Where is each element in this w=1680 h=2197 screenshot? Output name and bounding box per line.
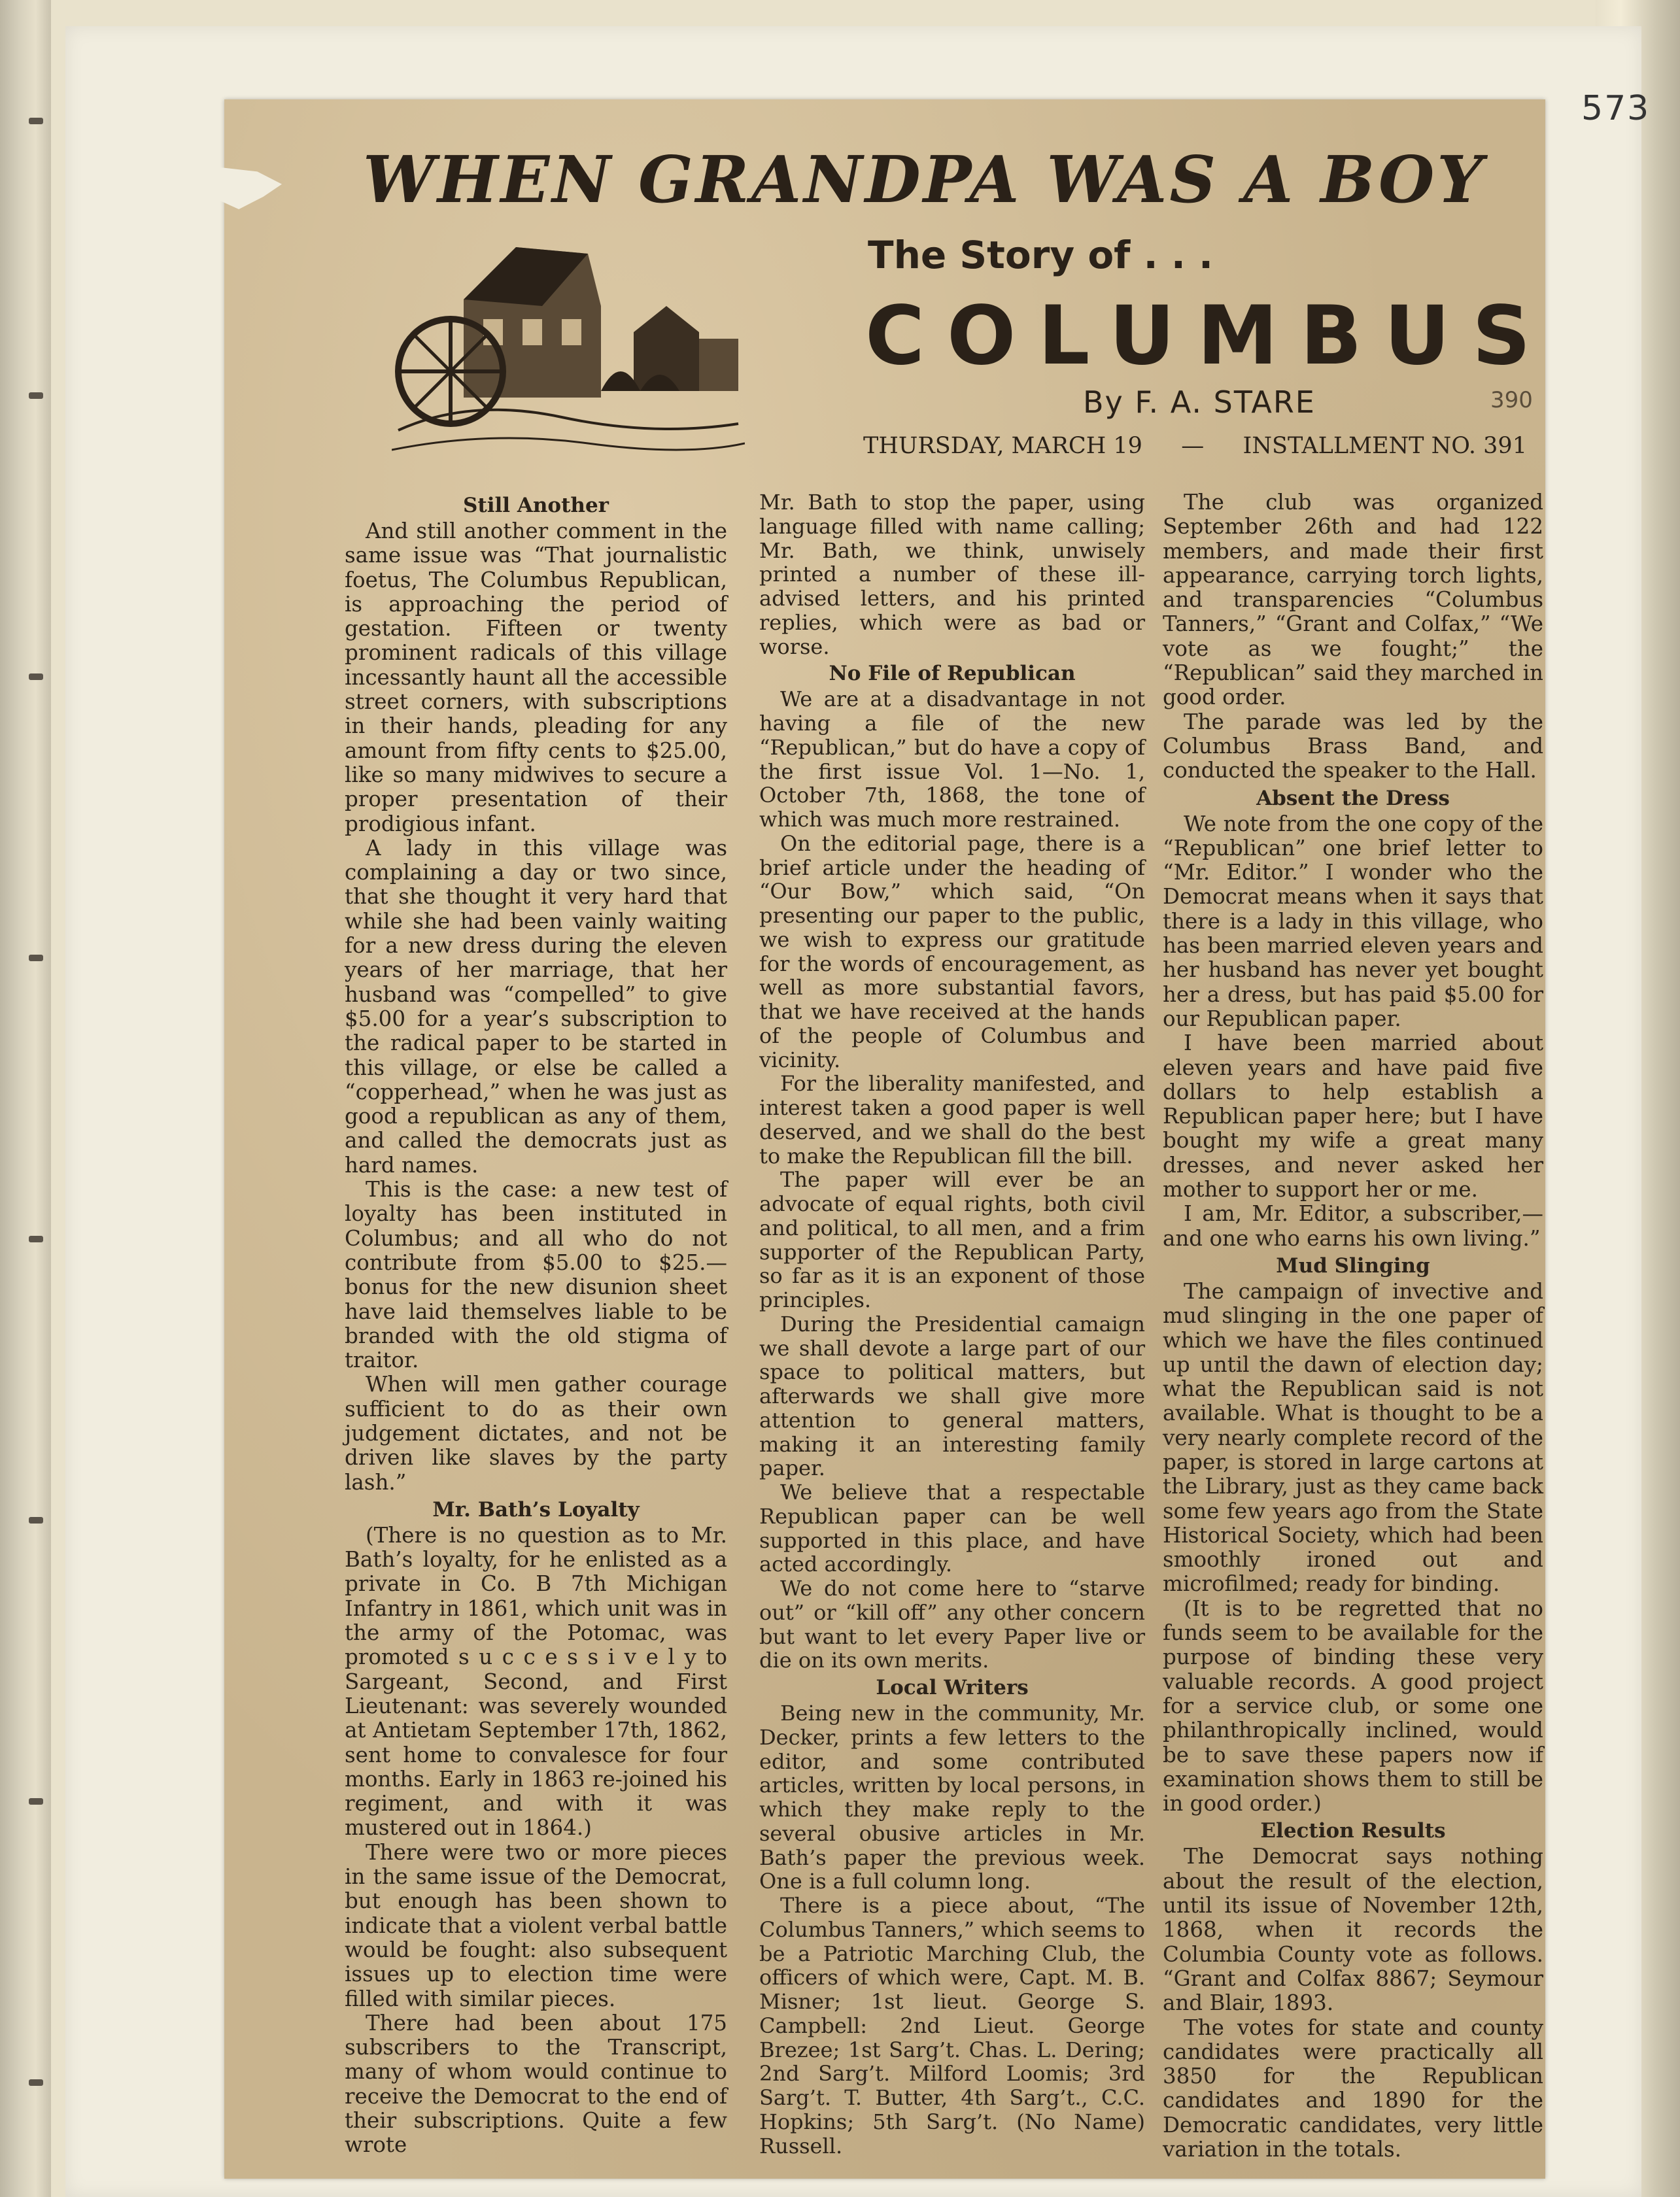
dateline-dash: —	[1181, 433, 1205, 459]
article-paragraph: We do not come here to “starve out” or “kill off” any other concern but want to let every Paper live or die on its own merits.	[759, 1576, 1145, 1673]
article-paragraph: There is a piece about, “The Columbus Tanners,” which seems to be a Patriotic Marching Club, the officers of which were, Capt. M. B. Misner; 1st lieut. George S. Campbell: 2nd Lieut. George Brezee; 1st Sarg’t. Chas. L. Dering; 2nd Sarg’t. Milford Loomis; 3rd Sarg’t. T. Butter, 4th Sarg’t., C.C. Hopkins; 5th Sarg’t. (No Name) Russell.	[759, 1893, 1145, 2158]
section-heading: No File of Republican	[829, 662, 1076, 686]
article-paragraph: We are at a disadvantage in not having a file of the new “Republican,” but do have a copy of the first issue Vol. 1—No. 1, October 7th, 1868, the tone of which was much more restrained.	[759, 687, 1145, 832]
article-paragraph: We note from the one copy of the “Republican” one brief letter to “Mr. Editor.” I wonder who the Democrat means when it says that there is a lady in this village, who has been married eleven years and her husband has never yet bought her a dress, but has paid $5.00 for our Republican paper.	[1163, 811, 1543, 1031]
masthead-title: WHEN GRANDPA WAS A BOY	[363, 143, 1486, 218]
article-paragraph: The paper will ever be an advocate of equal rights, both civil and political, to all men, and a frim supporter of the Republican Party, so far as it is an exponent of those principles.	[759, 1167, 1145, 1312]
article-column-3	[1163, 490, 1543, 2162]
article-column-1	[345, 490, 727, 2158]
article-paragraph: For the liberality manifested, and interest taken a good paper is well deserved, and we shall do the best to make the Republican fill the bill.	[759, 1071, 1145, 1168]
article-column-2	[759, 490, 1145, 2158]
article-paragraph: A lady in this village was complaining a day or two since, that she thought it very hard that while she had been vainly waiting for a new dress during the eleven years of her marriage, that her husband was “compelled” to give $5.00 for a year’s subscription to the radical paper to be started in this village, or else be called a “copperhead,” when he was just as good a republican as any of them, and called the democrats just as hard names.	[345, 835, 727, 1178]
author-byline: By F. A. STARE	[1083, 384, 1316, 420]
section-heading: Absent the Dress	[1256, 786, 1450, 810]
article-paragraph: The votes for state and county candidates were practically all 3850 for the Republican candidates and 1890 for the Democratic candidates, very little variation in the totals.	[1163, 2015, 1543, 2162]
publication-date: THURSDAY, MARCH 19	[863, 433, 1142, 459]
section-heading: Local Writers	[876, 1676, 1029, 1699]
section-heading: Election Results	[1260, 1819, 1446, 1843]
article-paragraph: The campaign of invective and mud slinging in the one paper of which we have the files continued up until the dawn of election day; what the Republican said is not available. What is thought to be a very nearly complete record of the paper, is stored in large cartons at the Library, just as they came back some few years ago from the State Historical Society, which had been smoothly ironed out and microfilmed; ready for binding.	[1163, 1278, 1543, 1597]
handwritten-note: 390	[1490, 387, 1533, 413]
article-paragraph: I have been married about eleven years and have paid five dollars to help establish a Republican paper here; but I have bought my wife a great many dresses, and never asked her mother to support her or me.	[1163, 1030, 1543, 1202]
article-paragraph: We believe that a respectable Republican paper can be well supported in this place, and have acted accordingly.	[759, 1480, 1145, 1577]
article-paragraph: Mr. Bath to stop the paper, using language filled with name calling; Mr. Bath, we think, unwisely printed a number of these ill-advised letters, and his printed replies, which were as bad or worse.	[759, 490, 1145, 659]
page-number: 573	[1581, 89, 1651, 128]
article-paragraph: This is the case: a new test of loyalty has been instituted in Columbus; and all who do not contribute from $5.00 to $25.—bonus for the new disunion sheet have laid themselves liable to be branded with the old stigma of traitor.	[345, 1177, 727, 1373]
article-paragraph: I am, Mr. Editor, a subscriber,— and one who earns his own living.”	[1163, 1201, 1543, 1251]
article-paragraph: There had been about 175 subscribers to the Transcript, many of whom would continue to receive the Democrat to the end of their subscriptions. Quite a few wrote	[345, 2010, 727, 2158]
article-paragraph: The club was organized September 26th and had 122 members, and made their first appearance, carrying torch lights, and transparencies “Columbus Tanners,” “Grant and Colfax,” “We vote as we fought;” the “Republican” said they marched in good order.	[1163, 490, 1543, 710]
newspaper-clipping	[224, 99, 1553, 2179]
place-title: COLUMBUS	[865, 289, 1553, 383]
article-paragraph: On the editorial page, there is a brief article under the heading of “Our Bow,” which said, “On presenting our paper to the public, we wish to express our gratitude for the words of encouragement, as well as more substantial favors, that we have received at the hands of the people of Columbus and vicinity.	[759, 830, 1145, 1072]
article-paragraph: And still another comment in the same issue was “That journalistic foetus, The Columbus Republican, is approaching the period of gestation. Fifteen or twenty prominent radicals of this village incessantly haunt all the accessible street corners, with subscriptions in their hands, pleading for any amount from fifty cents to $25.00, like so many midwives to secure a proper presentation of their prodigious infant.	[345, 519, 727, 836]
story-subtitle: The Story of . . .	[868, 233, 1214, 277]
section-heading: Mud Slinging	[1276, 1253, 1430, 1278]
mill-engraving-illustration	[392, 234, 745, 460]
article-paragraph: (There is no question as to Mr. Bath’s loyalty, for he enlisted as a private in Co. B 7th Michigan Infantry in 1861, which unit was in the army of the Potomac, was promoted s u c c e s s i v e l y to Sargeant, Second, and First Lieutenant: was severely wounded at Antietam September 17th, 1862, sent home to convalesce for four months. Early in 1863 re-joined his regiment, and with it was mustered out in 1864.)	[345, 1522, 727, 1841]
book-binding	[0, 0, 51, 2197]
torn-corner	[220, 167, 282, 209]
section-heading: Still Another	[462, 494, 609, 517]
article-paragraph: The Democrat says nothing about the result of the election, until its issue of November 12th, 1868, when it records the Columbia County vote as follows. “Grant and Colfax 8867; Seymour and Blair, 1893.	[1163, 1844, 1543, 2016]
article-paragraph: (It is to be regretted that no funds seem to be available for the purpose of binding these very valuable records. A good project for a service club, or some one philanthropically inclined, would be to save these papers now if examination shows them to still be in good order.)	[1163, 1595, 1543, 1816]
article-paragraph: There were two or more pieces in the same issue of the Democrat, but enough has been shown to indicate that a violent verbal battle would be fought: also subsequent issues up to election time were filled with similar pieces.	[345, 1839, 727, 2011]
dateline	[863, 433, 1527, 459]
installment-number: INSTALLMENT NO. 391	[1243, 433, 1527, 459]
article-paragraph: When will men gather courage sufficient to do as their own judgement dictates, and not be driven like slaves by the party lash.”	[345, 1372, 727, 1495]
article-paragraph: During the Presidential camaign we shall devote a large part of our space to political matters, but afterwards we shall give more attention to general matters, making it an interesting family paper.	[759, 1311, 1145, 1481]
section-heading: Mr. Bath’s Loyalty	[432, 1497, 640, 1522]
article-paragraph: Being new in the community, Mr. Decker, prints a few letters to the editor, and some contributed articles, written by local persons, in which they make reply to the several obusive articles in Mr. Bath’s paper the previous week. One is a full column long.	[759, 1701, 1145, 1894]
article-paragraph: The parade was led by the Columbus Brass Band, and conducted the speaker to the Hall.	[1163, 709, 1543, 783]
